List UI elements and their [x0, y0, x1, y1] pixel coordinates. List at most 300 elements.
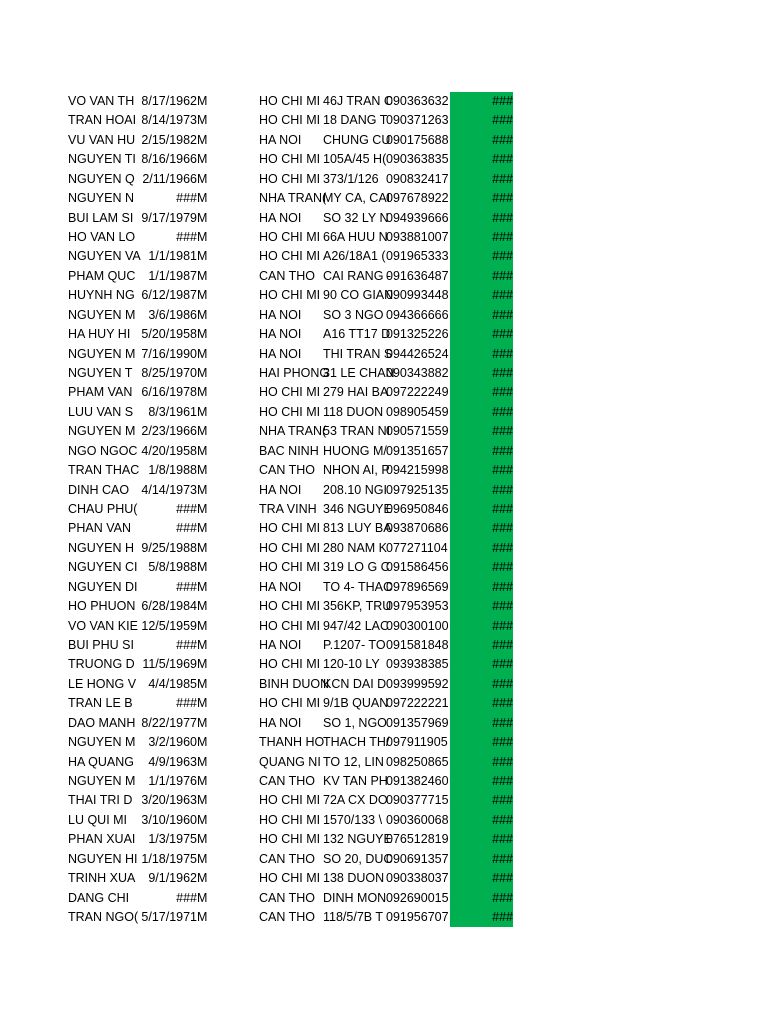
city-cell[interactable]: HA NOI	[259, 482, 302, 497]
value-cell[interactable]: ###	[492, 463, 513, 478]
dob-cell[interactable]: 6/12/1987	[141, 288, 197, 303]
value-cell[interactable]: ###	[492, 540, 513, 555]
address-cell[interactable]: 1570/133 \	[323, 812, 383, 827]
address-cell[interactable]: THACH TH/	[323, 735, 390, 750]
sex-cell[interactable]: M	[197, 560, 208, 575]
sex-cell[interactable]: M	[197, 618, 208, 633]
phone-cell[interactable]: 091581848	[386, 638, 449, 653]
phone-cell[interactable]: 090343882	[386, 366, 449, 381]
phone-cell[interactable]: 090300100	[386, 618, 449, 633]
city-cell[interactable]: THANH HO	[259, 735, 325, 750]
sex-cell[interactable]: M	[197, 696, 208, 711]
city-cell[interactable]: HO CHI MI	[259, 94, 321, 108]
city-cell[interactable]: CAN THO	[259, 268, 316, 283]
address-cell[interactable]: KV TAN PH	[323, 774, 388, 789]
city-cell[interactable]: BAC NINH	[259, 443, 319, 458]
sex-cell[interactable]: M	[197, 327, 208, 342]
name-cell[interactable]: NGUYEN DI	[68, 579, 138, 594]
dob-cell[interactable]: ###	[176, 230, 197, 244]
phone-cell[interactable]: 091382460	[386, 774, 449, 789]
address-cell[interactable]: 319 LO G C	[323, 560, 390, 575]
dob-cell[interactable]: ###	[176, 638, 197, 653]
name-cell[interactable]: NGUYEN VA	[68, 249, 141, 264]
sex-cell[interactable]: M	[197, 851, 208, 866]
phone-cell[interactable]: 090175688	[386, 132, 449, 147]
name-cell[interactable]: VO VAN KIE	[68, 618, 138, 633]
sex-cell[interactable]: M	[197, 657, 208, 672]
dob-cell[interactable]: 8/17/1962	[141, 94, 197, 108]
dob-cell[interactable]: 4/9/1963	[148, 754, 197, 769]
address-cell[interactable]: NHON AI, P	[323, 463, 390, 478]
dob-cell[interactable]: 2/23/1966	[141, 424, 197, 439]
sex-cell[interactable]: M	[197, 540, 208, 555]
sex-cell[interactable]: M	[197, 502, 208, 517]
phone-cell[interactable]: 091956707	[386, 910, 449, 925]
name-cell[interactable]: NGUYEN M	[68, 346, 136, 361]
sex-cell[interactable]: M	[197, 230, 208, 244]
name-cell[interactable]: VO VAN TH	[68, 94, 135, 108]
value-cell[interactable]: ###	[492, 113, 513, 128]
name-cell[interactable]: HO VAN LO	[68, 230, 136, 244]
dob-cell[interactable]: 4/14/1973	[141, 482, 197, 497]
dob-cell[interactable]: 1/1/1976	[148, 774, 197, 789]
value-cell[interactable]: ###	[492, 715, 513, 730]
city-cell[interactable]: HO CHI MI	[259, 793, 321, 808]
name-cell[interactable]: LUU VAN S	[68, 404, 134, 419]
name-cell[interactable]: NGUYEN CI	[68, 560, 138, 575]
name-cell[interactable]: TRUONG D	[68, 657, 135, 672]
sex-cell[interactable]: M	[197, 268, 208, 283]
value-cell[interactable]: ###	[492, 443, 513, 458]
dob-cell[interactable]: 3/20/1963	[141, 793, 197, 808]
phone-cell[interactable]: 091351657	[386, 443, 449, 458]
value-cell[interactable]: ###	[492, 560, 513, 575]
city-cell[interactable]: NHA TRAN(	[259, 424, 327, 439]
name-cell[interactable]: NGUYEN TI	[68, 152, 136, 167]
address-cell[interactable]: DINH MON	[323, 890, 387, 905]
address-cell[interactable]: 208.10 NGI	[323, 482, 387, 497]
phone-cell[interactable]: 090371263	[386, 113, 449, 128]
address-cell[interactable]: 947/42 LAC	[323, 618, 390, 633]
sex-cell[interactable]: M	[197, 599, 208, 614]
name-cell[interactable]: HA HUY HI	[68, 327, 131, 342]
name-cell[interactable]: BUI PHU SI	[68, 638, 134, 653]
address-cell[interactable]: 90 CO GIAN	[323, 288, 394, 303]
address-cell[interactable]: MY CA, CAI	[323, 191, 391, 206]
value-cell[interactable]: ###	[492, 793, 513, 808]
city-cell[interactable]: HO CHI MI	[259, 657, 321, 672]
address-cell[interactable]: 66A HUU N	[323, 230, 388, 244]
phone-cell[interactable]: 097896569	[386, 579, 449, 594]
sex-cell[interactable]: M	[197, 424, 208, 439]
value-cell[interactable]: ###	[492, 482, 513, 497]
value-cell[interactable]: ###	[492, 502, 513, 517]
address-cell[interactable]: 138 DUON	[323, 871, 385, 886]
value-cell[interactable]: ###	[492, 327, 513, 342]
phone-cell[interactable]: 090363835	[386, 152, 449, 167]
address-cell[interactable]: 46J TRAN C	[323, 94, 393, 108]
city-cell[interactable]: CAN THO	[259, 851, 316, 866]
address-cell[interactable]: P.1207- TO	[323, 638, 386, 653]
phone-cell[interactable]: 091636487	[386, 268, 449, 283]
city-cell[interactable]: HA NOI	[259, 307, 302, 322]
phone-cell[interactable]: 097222249	[386, 385, 449, 400]
sex-cell[interactable]: M	[197, 910, 208, 925]
sex-cell[interactable]: M	[197, 482, 208, 497]
sex-cell[interactable]: M	[197, 676, 208, 691]
sex-cell[interactable]: M	[197, 132, 208, 147]
value-cell[interactable]: ###	[492, 890, 513, 905]
value-cell[interactable]: ###	[492, 774, 513, 789]
value-cell[interactable]: ###	[492, 288, 513, 303]
phone-cell[interactable]: 097911905	[386, 735, 448, 750]
dob-cell[interactable]: 12/5/1959	[141, 618, 197, 633]
name-cell[interactable]: PHAM VAN	[68, 385, 133, 400]
phone-cell[interactable]: 090360068	[386, 812, 449, 827]
dob-cell[interactable]: ###	[176, 502, 197, 517]
address-cell[interactable]: TO 4- THAC	[323, 579, 392, 594]
address-cell[interactable]: A16 TT17 D	[323, 327, 391, 342]
value-cell[interactable]: ###	[492, 676, 513, 691]
phone-cell[interactable]: 098905459	[386, 404, 449, 419]
phone-cell[interactable]: 097678922	[386, 191, 449, 206]
address-cell[interactable]: 18 DANG T	[323, 113, 388, 128]
sex-cell[interactable]: M	[197, 152, 208, 167]
name-cell[interactable]: LE HONG V	[68, 676, 137, 691]
value-cell[interactable]: ###	[492, 385, 513, 400]
value-cell[interactable]: ###	[492, 230, 513, 244]
address-cell[interactable]: CHUNG CU	[323, 132, 391, 147]
city-cell[interactable]: HO CHI MI	[259, 832, 321, 847]
name-cell[interactable]: TRINH XUA	[68, 871, 136, 886]
value-cell[interactable]: ###	[492, 657, 513, 672]
address-cell[interactable]: KCN DAI D	[323, 676, 387, 691]
sex-cell[interactable]: M	[197, 579, 208, 594]
city-cell[interactable]: CAN THO	[259, 910, 316, 925]
city-cell[interactable]: HO CHI MI	[259, 113, 321, 128]
address-cell[interactable]: THI TRAN S	[323, 346, 393, 361]
value-cell[interactable]: ###	[492, 94, 513, 108]
phone-cell[interactable]: 091965333	[386, 249, 449, 264]
dob-cell[interactable]: 2/15/1982	[141, 132, 197, 147]
dob-cell[interactable]: 3/10/1960	[141, 812, 197, 827]
sex-cell[interactable]: M	[197, 463, 208, 478]
address-cell[interactable]: 31 LE CHAN	[323, 366, 395, 381]
name-cell[interactable]: NGUYEN N	[68, 191, 134, 206]
address-cell[interactable]: A26/18A1 (	[323, 249, 386, 264]
value-cell[interactable]: ###	[492, 404, 513, 419]
sex-cell[interactable]: M	[197, 735, 208, 750]
phone-cell[interactable]: 094215998	[386, 463, 449, 478]
dob-cell[interactable]: 1/1/1987	[148, 268, 197, 283]
city-cell[interactable]: QUANG NI	[259, 754, 321, 769]
phone-cell[interactable]: 090571559	[386, 424, 449, 439]
dob-cell[interactable]: 6/28/1984	[141, 599, 197, 614]
phone-cell[interactable]: 098250865	[386, 754, 449, 769]
value-cell[interactable]: ###	[492, 579, 513, 594]
city-cell[interactable]: HA NOI	[259, 346, 302, 361]
city-cell[interactable]: CAN THO	[259, 890, 316, 905]
address-cell[interactable]: SO 32 LY N	[323, 210, 389, 225]
phone-cell[interactable]: 090363632	[386, 94, 449, 108]
address-cell[interactable]: CAI RANG -	[323, 268, 392, 283]
value-cell[interactable]: ###	[492, 618, 513, 633]
dob-cell[interactable]: ###	[176, 191, 197, 206]
city-cell[interactable]: HO CHI MI	[259, 385, 321, 400]
name-cell[interactable]: NGUYEN M	[68, 735, 136, 750]
address-cell[interactable]: 53 TRAN NI	[323, 424, 391, 439]
sex-cell[interactable]: M	[197, 346, 208, 361]
sex-cell[interactable]: M	[197, 871, 208, 886]
phone-cell[interactable]: 091586456	[386, 560, 449, 575]
name-cell[interactable]: BUI LAM SI	[68, 210, 134, 225]
city-cell[interactable]: HO CHI MI	[259, 521, 321, 536]
city-cell[interactable]: HO CHI MI	[259, 696, 321, 711]
name-cell[interactable]: THAI TRI D	[68, 793, 133, 808]
name-cell[interactable]: DAO MANH	[68, 715, 136, 730]
sex-cell[interactable]: M	[197, 890, 208, 905]
name-cell[interactable]: TRAN NGO(	[68, 910, 139, 925]
city-cell[interactable]: HO CHI MI	[259, 618, 321, 633]
sex-cell[interactable]: M	[197, 443, 208, 458]
dob-cell[interactable]: 3/2/1960	[148, 735, 197, 750]
value-cell[interactable]: ###	[492, 638, 513, 653]
address-cell[interactable]: 72A CX DO	[323, 793, 388, 808]
sex-cell[interactable]: M	[197, 288, 208, 303]
city-cell[interactable]: HAI PHONG	[259, 366, 330, 381]
city-cell[interactable]: HO CHI MI	[259, 288, 321, 303]
dob-cell[interactable]: 8/16/1966	[141, 152, 197, 167]
value-cell[interactable]: ###	[492, 696, 513, 711]
dob-cell[interactable]: 5/17/1971	[141, 910, 197, 925]
sex-cell[interactable]: M	[197, 754, 208, 769]
address-cell[interactable]: SO 3 NGO	[323, 307, 384, 322]
value-cell[interactable]: ###	[492, 851, 513, 866]
name-cell[interactable]: NGUYEN M	[68, 424, 136, 439]
dob-cell[interactable]: ###	[176, 890, 197, 905]
phone-cell[interactable]: 092690015	[386, 890, 449, 905]
name-cell[interactable]: NGO NGOC	[68, 443, 138, 458]
city-cell[interactable]: HO CHI MI	[259, 871, 321, 886]
value-cell[interactable]: ###	[492, 754, 513, 769]
phone-cell[interactable]: 090377715	[386, 793, 449, 808]
city-cell[interactable]: BINH DUON	[259, 676, 330, 691]
name-cell[interactable]: TRAN HOAI	[68, 113, 137, 128]
address-cell[interactable]: 346 NGUYE	[323, 502, 392, 517]
dob-cell[interactable]: ###	[176, 579, 197, 594]
city-cell[interactable]: CAN THO	[259, 774, 316, 789]
dob-cell[interactable]: 8/25/1970	[141, 366, 197, 381]
name-cell[interactable]: HUYNH NG	[68, 288, 135, 303]
phone-cell[interactable]: 090832417	[386, 171, 449, 186]
city-cell[interactable]: HA NOI	[259, 210, 302, 225]
dob-cell[interactable]: 6/16/1978	[141, 385, 197, 400]
city-cell[interactable]: HO CHI MI	[259, 404, 321, 419]
sex-cell[interactable]: M	[197, 812, 208, 827]
dob-cell[interactable]: 1/8/1988	[148, 463, 197, 478]
dob-cell[interactable]: 1/18/1975	[141, 851, 197, 866]
name-cell[interactable]: HO PHUON	[68, 599, 136, 614]
name-cell[interactable]: DANG CHI	[68, 890, 130, 905]
dob-cell[interactable]: 9/17/1979	[141, 210, 197, 225]
sex-cell[interactable]: M	[197, 832, 208, 847]
value-cell[interactable]: ###	[492, 424, 513, 439]
dob-cell[interactable]: 4/4/1985	[148, 676, 197, 691]
dob-cell[interactable]: 1/3/1975	[148, 832, 197, 847]
name-cell[interactable]: PHAN XUAI	[68, 832, 136, 847]
address-cell[interactable]: TO 12, LIN	[323, 754, 384, 769]
value-cell[interactable]: ###	[492, 268, 513, 283]
sex-cell[interactable]: M	[197, 249, 208, 264]
phone-cell[interactable]: 097222221	[386, 696, 449, 711]
value-cell[interactable]: ###	[492, 599, 513, 614]
address-cell[interactable]: 373/1/126	[323, 171, 379, 186]
phone-cell[interactable]: 093999592	[386, 676, 449, 691]
address-cell[interactable]: HUONG M/	[323, 443, 387, 458]
phone-cell[interactable]: 091325226	[386, 327, 449, 342]
name-cell[interactable]: VU VAN HU	[68, 132, 136, 147]
city-cell[interactable]: HA NOI	[259, 638, 302, 653]
city-cell[interactable]: HA NOI	[259, 715, 302, 730]
dob-cell[interactable]: 8/22/1977	[141, 715, 197, 730]
phone-cell[interactable]: 091357969	[386, 715, 449, 730]
name-cell[interactable]: NGUYEN M	[68, 307, 136, 322]
dob-cell[interactable]: ###	[176, 521, 197, 536]
value-cell[interactable]: ###	[492, 871, 513, 886]
name-cell[interactable]: DINH CAO	[68, 482, 130, 497]
city-cell[interactable]: HO CHI MI	[259, 540, 321, 555]
sex-cell[interactable]: M	[197, 385, 208, 400]
phone-cell[interactable]: 093870686	[386, 521, 449, 536]
dob-cell[interactable]: 2/11/1966	[142, 171, 197, 186]
sex-cell[interactable]: M	[197, 113, 208, 128]
city-cell[interactable]: NHA TRAN(	[259, 191, 327, 206]
dob-cell[interactable]: 5/8/1988	[148, 560, 197, 575]
sex-cell[interactable]: M	[197, 404, 208, 419]
sex-cell[interactable]: M	[197, 715, 208, 730]
name-cell[interactable]: TRAN THAC	[68, 463, 140, 478]
address-cell[interactable]: 132 NGUYE	[323, 832, 392, 847]
value-cell[interactable]: ###	[492, 832, 513, 847]
value-cell[interactable]: ###	[492, 307, 513, 322]
name-cell[interactable]: PHAN VAN	[68, 521, 131, 536]
value-cell[interactable]: ###	[492, 366, 513, 381]
phone-cell[interactable]: 097953953	[386, 599, 449, 614]
phone-cell[interactable]: 093881007	[386, 230, 449, 244]
phone-cell[interactable]: 090338037	[386, 871, 449, 886]
city-cell[interactable]: CAN THO	[259, 463, 316, 478]
phone-cell[interactable]: 077271104	[386, 540, 448, 555]
name-cell[interactable]: NGUYEN T	[68, 366, 133, 381]
phone-cell[interactable]: 090691357	[386, 851, 449, 866]
phone-cell[interactable]: 094939666	[386, 210, 449, 225]
city-cell[interactable]: HO CHI MI	[259, 560, 321, 575]
name-cell[interactable]: CHAU PHU(	[68, 502, 138, 517]
value-cell[interactable]: ###	[492, 521, 513, 536]
sex-cell[interactable]: M	[197, 191, 208, 206]
phone-cell[interactable]: 097925135	[386, 482, 449, 497]
dob-cell[interactable]: 9/1/1962	[148, 871, 197, 886]
city-cell[interactable]: HO CHI MI	[259, 230, 321, 244]
city-cell[interactable]: HO CHI MI	[259, 152, 321, 167]
dob-cell[interactable]: ###	[176, 696, 197, 711]
address-cell[interactable]: 118/5/7B T	[323, 910, 383, 925]
dob-cell[interactable]: 11/5/1969	[142, 657, 197, 672]
sex-cell[interactable]: M	[197, 366, 208, 381]
dob-cell[interactable]: 5/20/1958	[141, 327, 197, 342]
value-cell[interactable]: ###	[492, 191, 513, 206]
dob-cell[interactable]: 8/14/1973	[141, 113, 197, 128]
name-cell[interactable]: PHAM QUC	[68, 268, 136, 283]
sex-cell[interactable]: M	[197, 793, 208, 808]
address-cell[interactable]: 279 HAI BA	[323, 385, 389, 400]
sex-cell[interactable]: M	[197, 774, 208, 789]
value-cell[interactable]: ###	[492, 346, 513, 361]
city-cell[interactable]: HO CHI MI	[259, 249, 321, 264]
sex-cell[interactable]: M	[197, 210, 208, 225]
city-cell[interactable]: HO CHI MI	[259, 171, 321, 186]
city-cell[interactable]: HA NOI	[259, 579, 302, 594]
phone-cell[interactable]: 094426524	[386, 346, 449, 361]
city-cell[interactable]: HO CHI MI	[259, 599, 321, 614]
address-cell[interactable]: 280 NAM K	[323, 540, 387, 555]
value-cell[interactable]: ###	[492, 910, 513, 925]
dob-cell[interactable]: 8/3/1961	[148, 404, 197, 419]
address-cell[interactable]: 356KP, TRU	[323, 599, 392, 614]
address-cell[interactable]: 118 DUON	[323, 404, 384, 419]
name-cell[interactable]: HA QUANG	[68, 754, 134, 769]
dob-cell[interactable]: 9/25/1988	[141, 540, 197, 555]
sex-cell[interactable]: M	[197, 521, 208, 536]
sex-cell[interactable]: M	[197, 307, 208, 322]
value-cell[interactable]: ###	[492, 132, 513, 147]
sex-cell[interactable]: M	[197, 94, 208, 108]
city-cell[interactable]: TRA VINH	[259, 502, 317, 517]
dob-cell[interactable]: 3/6/1986	[148, 307, 197, 322]
address-cell[interactable]: SO 20, DUC	[323, 851, 393, 866]
name-cell[interactable]: TRAN LE B	[68, 696, 133, 711]
address-cell[interactable]: 9/1B QUAN	[323, 696, 389, 711]
value-cell[interactable]: ###	[492, 249, 513, 264]
address-cell[interactable]: 813 LUY BA	[323, 521, 392, 536]
value-cell[interactable]: ###	[492, 171, 513, 186]
value-cell[interactable]: ###	[492, 812, 513, 827]
address-cell[interactable]: 120-10 LY	[323, 657, 380, 672]
phone-cell[interactable]: 076512819	[386, 832, 449, 847]
value-cell[interactable]: ###	[492, 152, 513, 167]
address-cell[interactable]: 105A/45 H(	[323, 152, 387, 167]
value-cell[interactable]: ###	[492, 735, 513, 750]
value-cell[interactable]: ###	[492, 210, 513, 225]
sex-cell[interactable]: M	[197, 638, 208, 653]
city-cell[interactable]: HA NOI	[259, 132, 302, 147]
dob-cell[interactable]: 1/1/1981	[148, 249, 197, 264]
city-cell[interactable]: HA NOI	[259, 327, 302, 342]
phone-cell[interactable]: 094366666	[386, 307, 449, 322]
city-cell[interactable]: HO CHI MI	[259, 812, 321, 827]
address-cell[interactable]: SO 1, NGO	[323, 715, 387, 730]
dob-cell[interactable]: 7/16/1990	[141, 346, 197, 361]
name-cell[interactable]: NGUYEN H	[68, 540, 134, 555]
name-cell[interactable]: NGUYEN M	[68, 774, 136, 789]
sex-cell[interactable]: M	[197, 171, 208, 186]
dob-cell[interactable]: 4/20/1958	[141, 443, 197, 458]
name-cell[interactable]: NGUYEN HI	[68, 851, 138, 866]
phone-cell[interactable]: 093938385	[386, 657, 449, 672]
phone-cell[interactable]: 096950846	[386, 502, 449, 517]
name-cell[interactable]: NGUYEN Q	[68, 171, 135, 186]
phone-cell[interactable]: 090993448	[386, 288, 449, 303]
